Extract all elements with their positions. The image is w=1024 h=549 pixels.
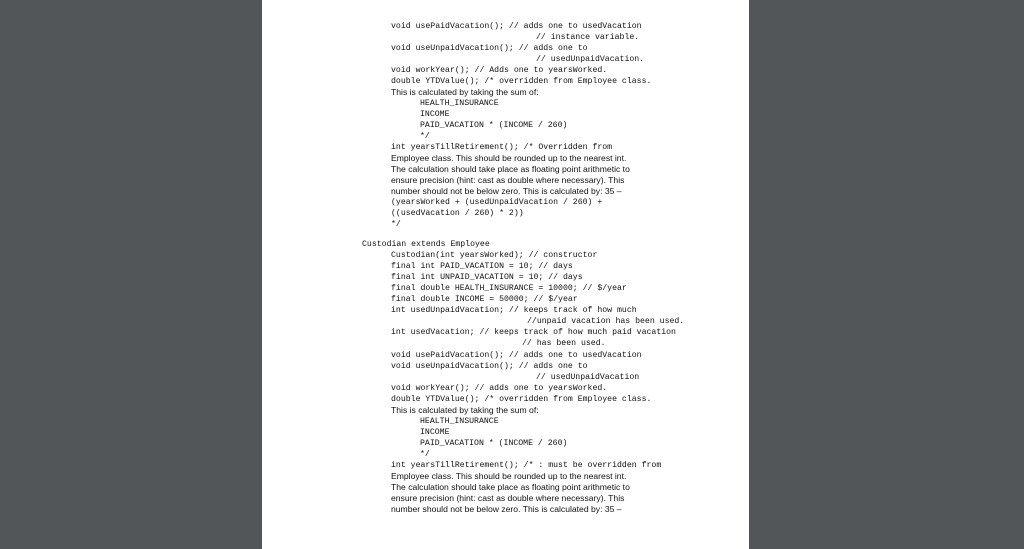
code-line: INCOME [420,110,450,119]
code-line: HEALTH_INSURANCE [420,417,499,426]
code-line: void usePaidVacation(); // adds one to usedVacation [391,22,642,31]
code-line: final double HEALTH_INSURANCE = 10000; // $/year [391,284,627,293]
code-line: PAID_VACATION * (INCOME / 260) [420,121,568,130]
prose-line: number should not be below zero. This is calculated by: 35 – [391,186,622,196]
viewer-left-margin [0,0,262,549]
class-heading: Custodian extends Employee [362,240,490,249]
code-line: // has been used. [522,339,606,348]
prose-line: This is calculated by taking the sum of: [391,87,539,97]
code-line: //unpaid vacation has been used. [527,317,685,326]
code-line: final int UNPAID_VACATION = 10; // days [391,273,583,282]
code-line: final double INCOME = 50000; // $/year [391,295,578,304]
code-line: */ [420,132,430,141]
code-line: void useUnpaidVacation(); // adds one to [391,362,588,371]
code-line: final int PAID_VACATION = 10; // days [391,262,573,271]
code-line: int yearsTillRetirement(); /* : must be overridden from [391,461,662,470]
code-line: double YTDValue(); /* overridden from Employee class. [391,395,652,404]
code-line: HEALTH_INSURANCE [420,99,499,108]
code-line: INCOME [420,428,450,437]
code-line: void workYear(); // Adds one to yearsWorked. [391,66,608,75]
prose-line: Employee class. This should be rounded up to the nearest int. [391,153,627,163]
code-line: // usedUnpaidVacation. [536,55,645,64]
code-line: int yearsTillRetirement(); /* Overridden from [391,143,613,152]
document-page [262,0,749,549]
code-line: ((usedVacation / 260) * 2)) [391,209,524,218]
prose-line: This is calculated by taking the sum of: [391,405,539,415]
code-line: int usedVacation; // keeps track of how much paid vacation [391,328,676,337]
code-line: void useUnpaidVacation(); // adds one to [391,44,588,53]
prose-line: The calculation should take place as floating point arithmetic to [391,482,630,492]
code-line: int usedUnpaidVacation; // keeps track of how much [391,306,637,315]
viewer-right-margin [749,0,1024,549]
prose-line: Employee class. This should be rounded up to the nearest int. [391,471,627,481]
prose-line: The calculation should take place as floating point arithmetic to [391,164,630,174]
prose-line: ensure precision (hint: cast as double where necessary). This [391,493,625,503]
code-line: PAID_VACATION * (INCOME / 260) [420,439,568,448]
code-line: (yearsWorked + (usedUnpaidVacation / 260) + [391,198,603,207]
code-line: */ [420,450,430,459]
code-line: // instance variable. [536,33,640,42]
code-line: // usedUnpaidVacation [536,373,640,382]
code-line: */ [391,220,401,229]
code-line: Custodian(int yearsWorked); // constructor [391,251,598,260]
prose-line: ensure precision (hint: cast as double where necessary). This [391,175,625,185]
prose-line: number should not be below zero. This is calculated by: 35 – [391,504,622,514]
code-line: void usePaidVacation(); // adds one to usedVacation [391,351,642,360]
code-line: double YTDValue(); /* overridden from Employee class. [391,77,652,86]
code-line: void workYear(); // adds one to yearsWorked. [391,384,608,393]
